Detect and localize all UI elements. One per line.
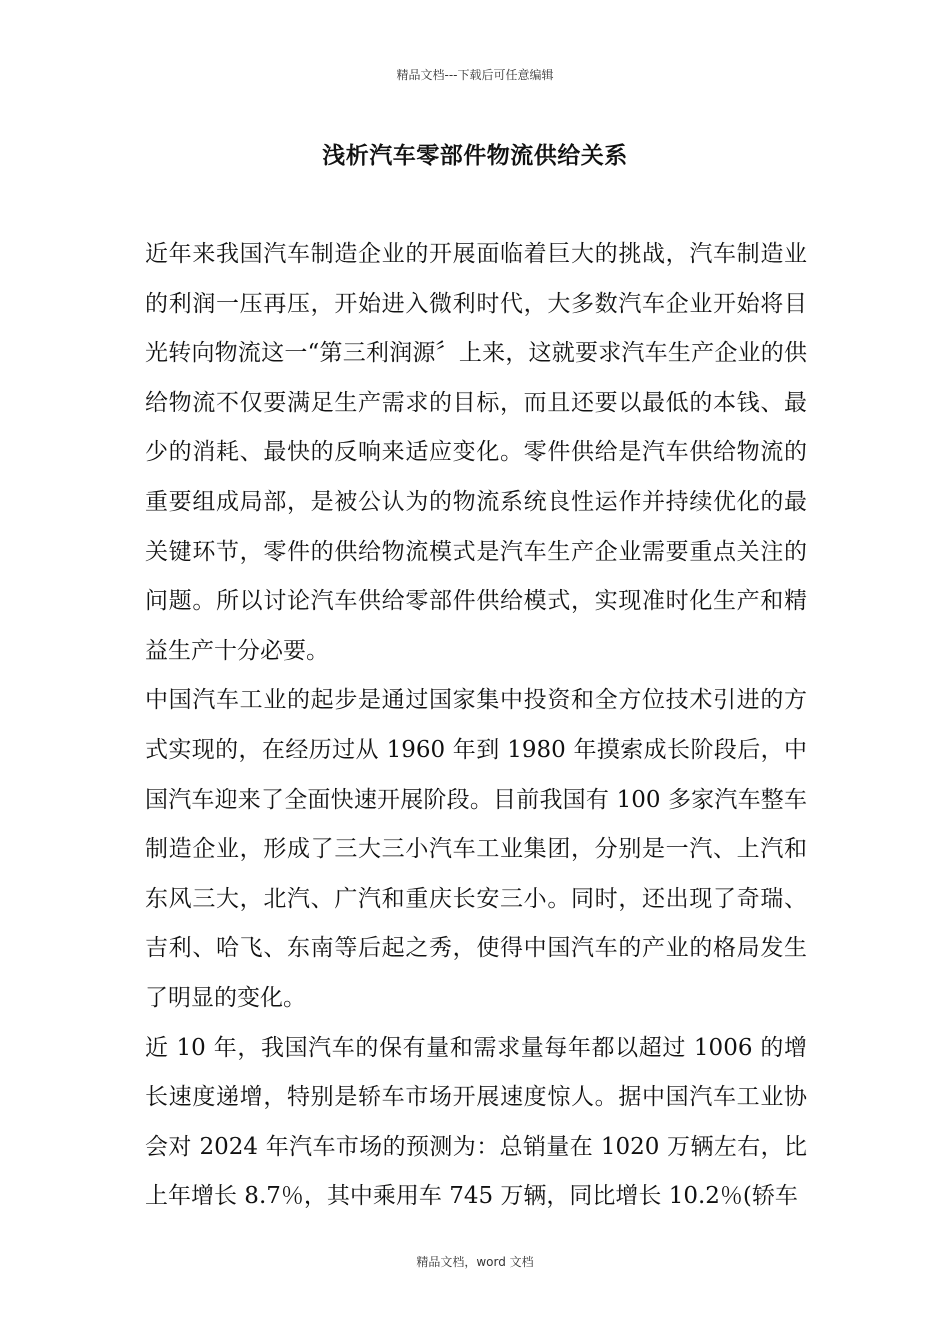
- document-body: [145, 230, 807, 1222]
- page-header: 精品文档---下载后可任意编辑: [396, 68, 554, 82]
- paragraph-intro: 近年来我国汽车制造企业的开展面临着巨大的挑战，汽车制造业的利润一压再压，开始进入微利时代，大多数汽车企业开始将目光转向物流这一“第三利润源〞上来，这就要求汽车生产企业的供给物流不仅要满足生产需求的目标，而且还要以最低的本钱、最少的消耗、最快的反响来适应变化。零件供给是汽车供给物流的重要组成局部，是被公认为的物流系统良性运作并持续优化的最关键环节，零件的供给物流模式是汽车生产企业需要重点关注的问题。所以讨论汽车供给零部件供给模式，实现准时化生产和精益生产十分必要。: [145, 241, 807, 664]
- document-title: 浅析汽车零部件物流供给关系: [322, 142, 628, 169]
- page-footer: 精品文档，word 文档: [416, 1255, 534, 1269]
- paragraph-history: 中国汽车工业的起步是通过国家集中投资和全方位技术引进的方式实现的，在经历过从 1960 年到 1980 年摸索成长阶段后，中国汽车迎来了全面快速开展阶段。目前我国有 100 多家汽车整车制造企业，形成了三大三小汽车工业集团，分别是一汽、上汽和东风三大，北汽、广汽和重庆长安三小。同时，还出现了奇瑞、吉利、哈飞、东南等后起之秀，使得中国汽车的产业的格局发生了明显的变化。: [145, 687, 807, 1011]
- paragraph-growth: 近 10 年，我国汽车的保有量和需求量每年都以超过 1006 的增长速度递增，特别是轿车市场开展速度惊人。据中国汽车工业协会对 2024 年汽车市场的预测为：总销量在 1020 万辆左右，比上年增长 8.7％，其中乘用车 745 万辆，同比增长 10.2％(轿车: [145, 1034, 807, 1210]
